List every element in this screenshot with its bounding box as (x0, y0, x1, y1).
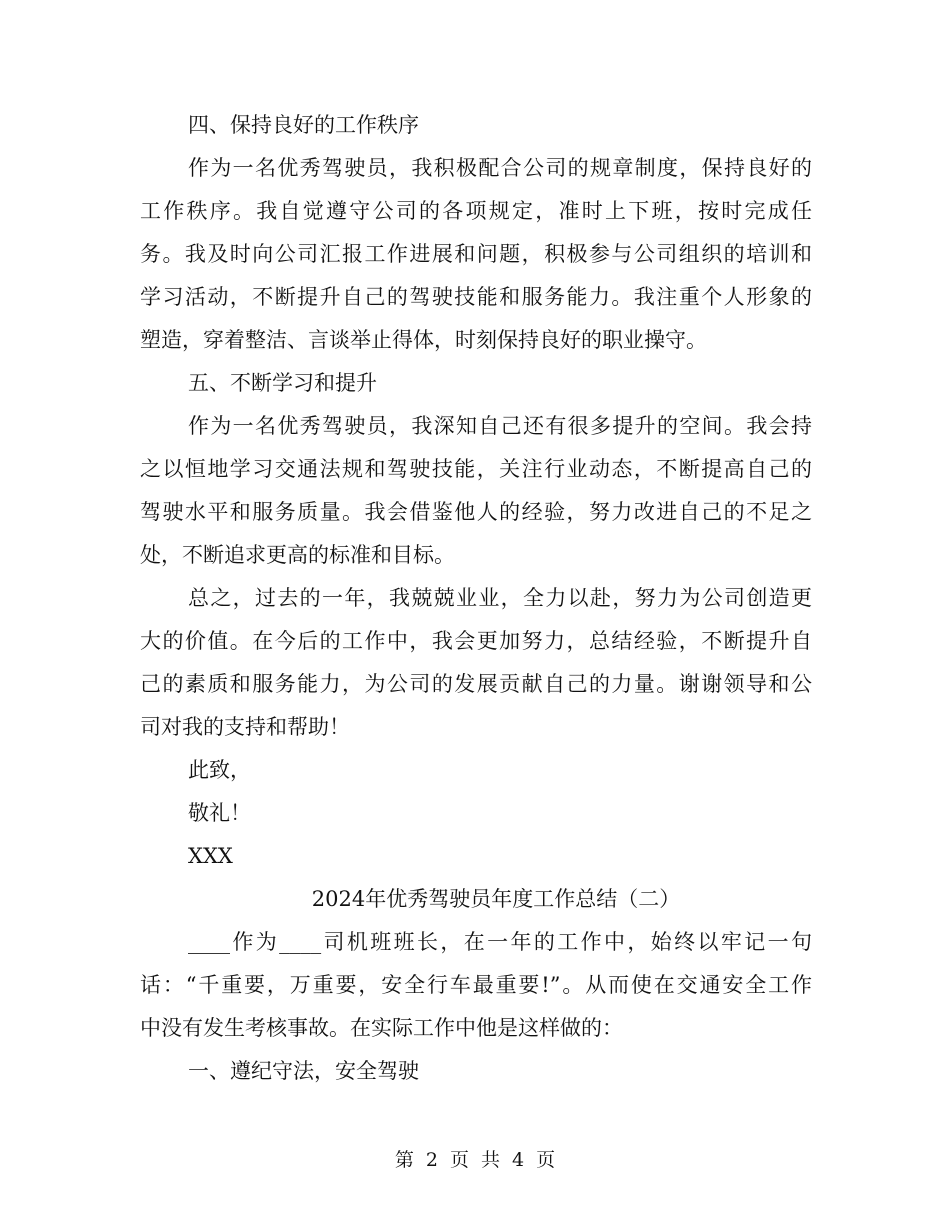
paragraph-line: 驾驶水平和服务质量。我会借鉴他人的经验，努力改进自己的不足之 (140, 500, 812, 524)
paragraph-line: 塑造，穿着整洁、言谈举止得体，时刻保持良好的职业操守。 (140, 328, 707, 352)
paragraph-line: 之以恒地学习交通法规和驾驶技能，关注行业动态，不断提高自己的 (140, 457, 812, 481)
paragraph-line: 学习活动，不断提升自己的驾驶技能和服务能力。我注重个人形象的 (140, 285, 812, 309)
paragraph-line: 作为一名优秀驾驶员，我深知自己还有很多提升的空间。我会持 (188, 414, 812, 438)
closing-salutation: 此致， (188, 758, 251, 782)
page-footer: 第 2 页 共 4 页 (394, 1149, 556, 1171)
section-heading-4: 四、保持良好的工作秩序 (188, 113, 419, 137)
paragraph-line: 总之，过去的一年，我兢兢业业，全力以赴，努力为公司创造更 (188, 586, 812, 610)
paragraph-line: 话：“千重要，万重要，安全行车最重要!”。从而使在交通安全工作 (140, 973, 812, 997)
paragraph-line: 司对我的支持和帮助！ (140, 715, 350, 739)
signature: XXX (188, 844, 233, 868)
paragraph-line: 处，不断追求更高的标准和目标。 (140, 543, 455, 567)
paragraph-line: 工作秩序。我自觉遵守公司的各项规定，准时上下班，按时完成任 (140, 199, 812, 223)
paragraph-line: 大的价值。在今后的工作中，我会更加努力，总结经验，不断提升自 (140, 629, 812, 653)
section-heading-1: 一、遵纪守法，安全驾驶 (188, 1059, 419, 1083)
document-body (140, 104, 812, 1093)
section-heading-5: 五、不断学习和提升 (188, 371, 377, 395)
closing-regards: 敬礼！ (188, 801, 251, 825)
paragraph-line: 中没有发生考核事故。在实际工作中他是这样做的： (140, 1016, 623, 1040)
paragraph-line: ____作为____司机班班长，在一年的工作中，始终以牢记一句 (188, 930, 812, 954)
document-title: 2024年优秀驾驶员年度工作总结（二） (311, 887, 681, 911)
paragraph-line: 作为一名优秀驾驶员，我积极配合公司的规章制度，保持良好的 (188, 156, 812, 180)
paragraph-line: 己的素质和服务能力，为公司的发展贡献自己的力量。谢谢领导和公 (140, 672, 812, 696)
paragraph-line: 务。我及时向公司汇报工作进展和问题，积极参与公司组织的培训和 (140, 242, 812, 266)
